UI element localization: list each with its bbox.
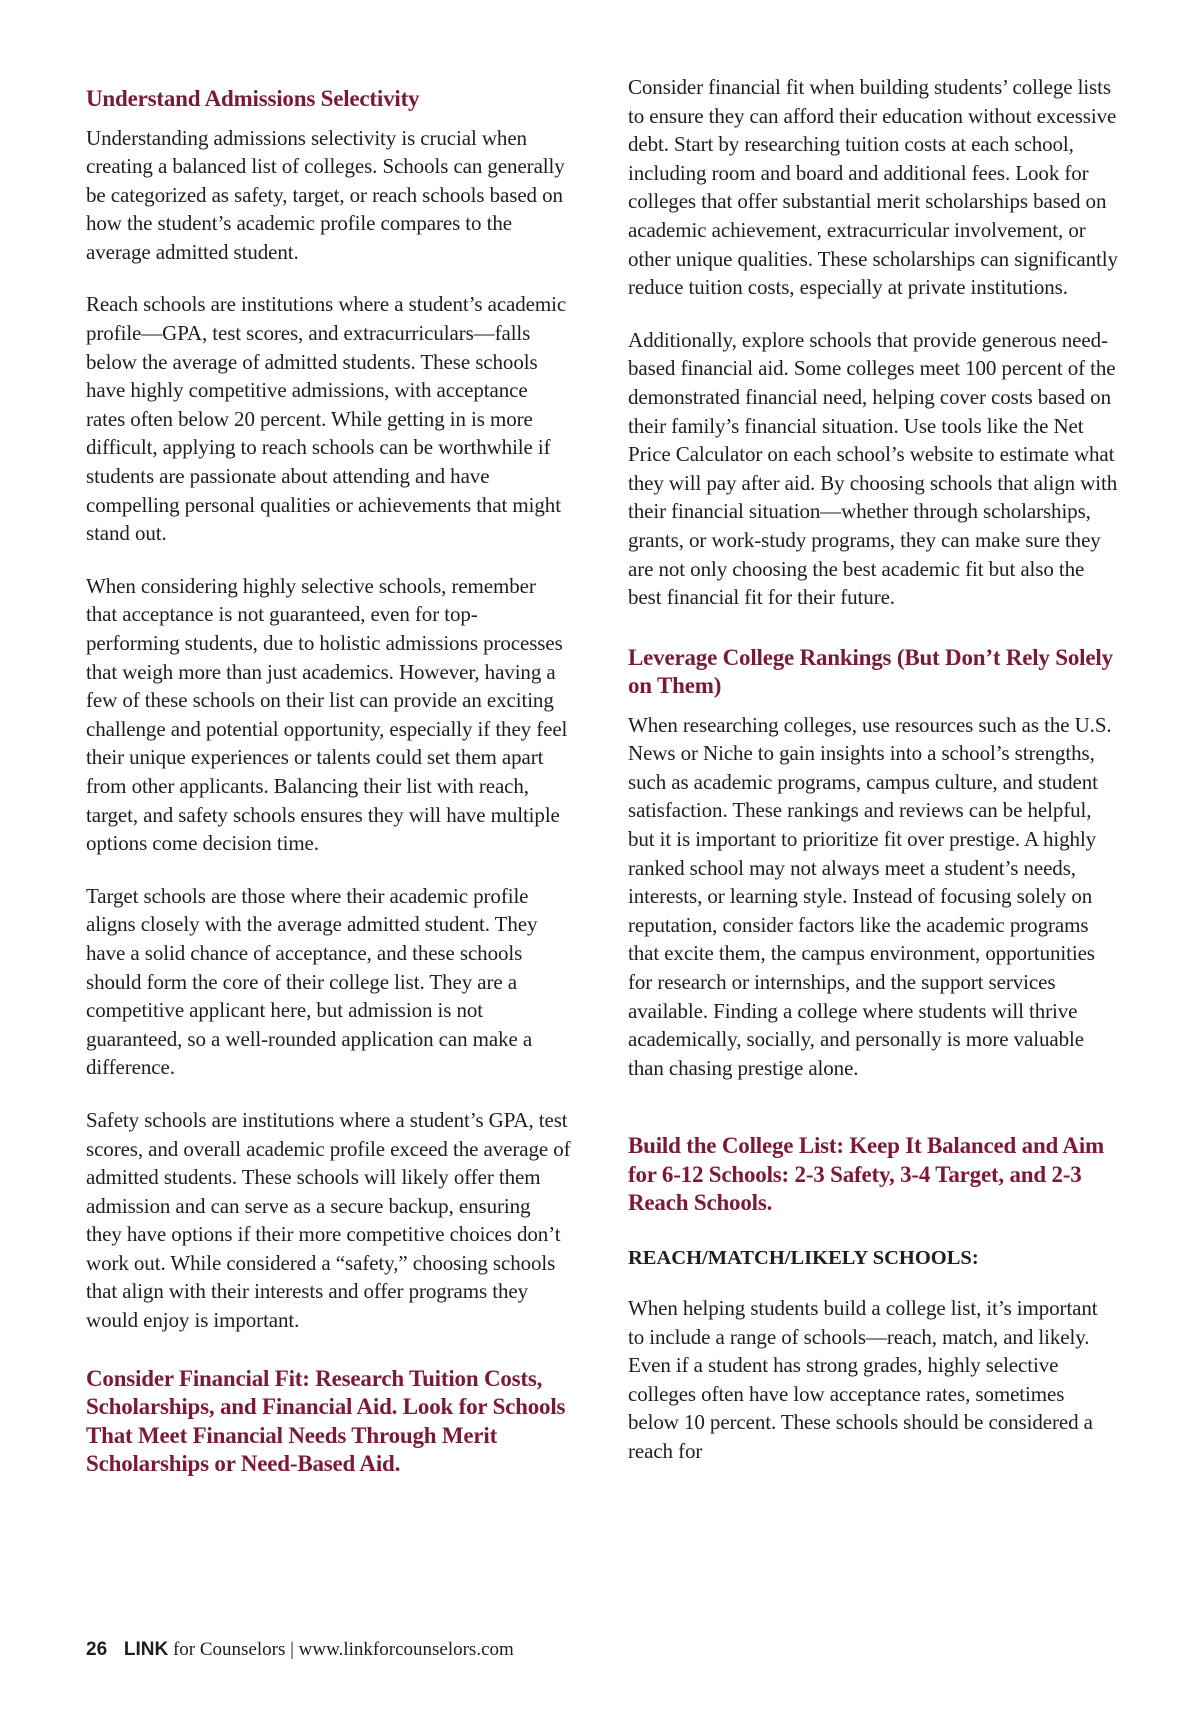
paragraph-selectivity-intro: Understanding admissions selectivity is crucial when creating a balanced list of colleges. Schools can generally be categorized as safety, target, or reach schools based on how the student’s academic profile compares to the average admitted student. bbox=[86, 125, 565, 264]
section-heading-financial-fit: Consider Financial Fit: Research Tuition Costs, Scholarships, and Financial Aid. Look for Schools That Meet Financial Needs Through Merit Scholarships or Need-Based Aid. bbox=[86, 1365, 566, 1477]
paragraph-financial-fit: Consider financial fit when building students’ college lists to ensure they can afford their education without excessive debt. Start by researching tuition costs at each school, including room and board and additional fees. Look for colleges that offer substantial merit scholarships based on academic achievement, extracurricular involvement, or other unique qualities. These scholarships can significantly reduce tuition costs, especially at private institutions. bbox=[628, 75, 1118, 300]
footer-brand: LINK bbox=[123, 1639, 169, 1660]
section-heading-college-rankings: Leverage College Rankings (But Don’t Rely Solely on Them) bbox=[628, 644, 1113, 699]
paragraph-rankings: When researching colleges, use resources such as the U.S. News or Niche to gain insights into a school’s strengths, such as academic programs, campus culture, and student satisfaction. These rankings and reviews can be helpful, but it is important to prioritize fit over prestige. A highly ranked school may not always meet a student’s needs, interests, or learning style. Instead of focusing solely on reputation, consider factors like the academic programs that excite them, the campus environment, opportunities for research or internships, and the support services available. Finding a college where students will thrive academically, socially, and personally is more valuable than chasing prestige alone. bbox=[628, 712, 1112, 1080]
page-number: 26 bbox=[86, 1639, 108, 1660]
section-heading-admissions-selectivity: Understand Admissions Selectivity bbox=[86, 86, 420, 111]
left-column bbox=[86, 85, 571, 1489]
subheading-reach-match-likely: REACH/MATCH/LIKELY SCHOOLS: bbox=[628, 1246, 979, 1269]
paragraph-need-based-aid: Additionally, explore schools that provide generous need-based financial aid. Some colleges meet 100 percent of the demonstrated financial need, helping cover costs based on their family’s financial situation. Use tools like the Net Price Calculator on each school’s website to estimate what they will pay after aid. By choosing schools that align with their financial situation—whether through scholarships, grants, or work-study programs, they can make sure they are not only choosing the best academic fit but also the best financial fit for their future. bbox=[628, 327, 1118, 610]
paragraph-highly-selective: When considering highly selective schools, remember that acceptance is not guaranteed, even for top-performing students, due to holistic admissions processes that weigh more than just academics. However, having a few of these schools on their list can provide an exciting challenge and potential opportunity, especially if they feel their unique experiences or talents could set them apart from other applicants. Balancing their list with reach, target, and safety schools ensures they will have multiple options come decision time. bbox=[86, 573, 568, 856]
right-column bbox=[628, 73, 1118, 1489]
page-footer bbox=[86, 1638, 514, 1662]
section-heading-build-list: Build the College List: Keep It Balanced and Aim for 6-12 Schools: 2-3 Safety, 3-4 Target, and 2-3 Reach Schools. bbox=[628, 1133, 1104, 1216]
paragraph-target-schools: Target schools are those where their academic profile aligns closely with the average admitted student. They have a solid chance of acceptance, and these schools should form the core of their college list. They are a competitive applicant here, but admission is not guaranteed, so a well-rounded application can make a difference. bbox=[86, 883, 538, 1080]
paragraph-reach-schools: Reach schools are institutions where a student’s academic profile—GPA, test scores, and extracurriculars—falls below the average of admitted students. These schools have highly competitive admissions, with acceptance rates often below 20 percent. While getting in is more difficult, applying to reach schools can be worthwhile if students are passionate about attending and have compelling personal qualities or achievements that might stand out. bbox=[86, 292, 567, 546]
paragraph-build-list: When helping students build a college list, it’s important to include a range of schools—reach, match, and likely. Even if a student has strong grades, highly selective colleges often have low acceptance rates, sometimes below 10 percent. These schools should be considered a reach for bbox=[628, 1295, 1098, 1463]
footer-text: for Counselors | www.linkforcounselors.com bbox=[172, 1639, 514, 1660]
paragraph-safety-schools: Safety schools are institutions where a student’s GPA, test scores, and overall academic profile exceed the average of admitted students. These schools will likely offer them admission and can serve as a secure backup, ensuring they have options if their more competitive choices don’t work out. While considered a “safety,” choosing schools that align with their interests and offer programs they would enjoy is important. bbox=[86, 1107, 571, 1333]
